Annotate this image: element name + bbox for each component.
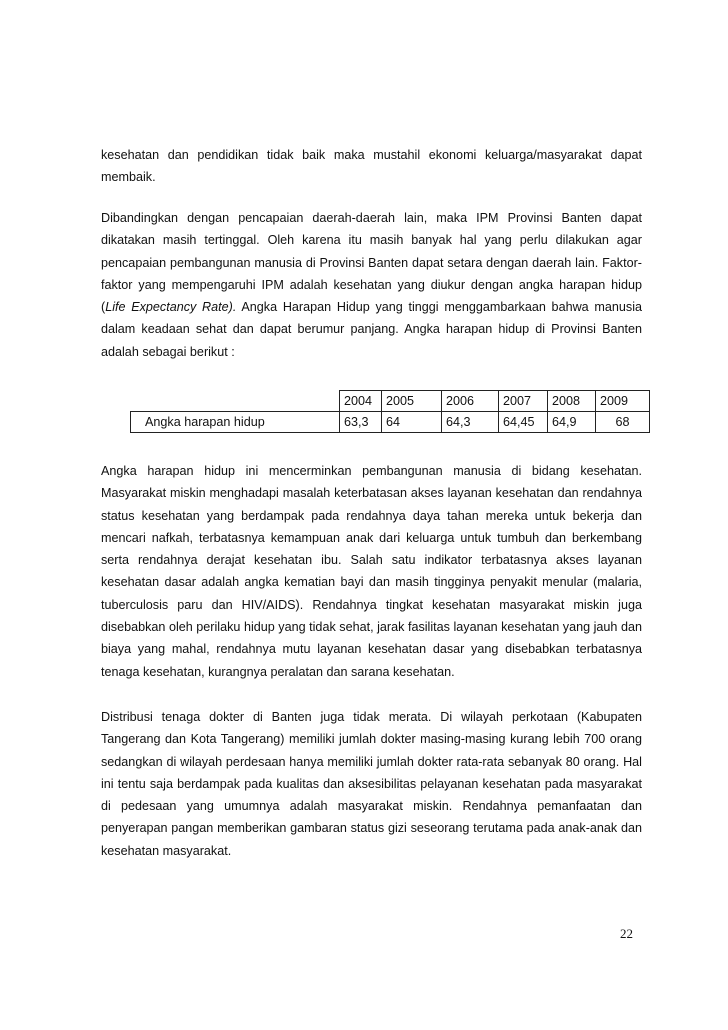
year-header: 2007 xyxy=(499,391,548,412)
table-row xyxy=(131,412,650,433)
paragraph-doctor-distribution: Distribusi tenaga dokter di Banten juga tidak merata. Di wilayah perkotaan (Kabupaten Tangerang dan Kota Tangerang) memiliki jumlah dokter masing-masing kurang lebih 700 orang sedangkan di wilayah perdesaan hanya memiliki jumlah dokter rata-rata sebanyak 80 orang. Hal ini tentu saja berdampak pada kualitas dan aksesibilitas pelayanan kesehatan pada masyarakat di pedesaan yang umumnya adalah masyarakat miskin. Rendahnya pemanfaatan dan penyerapan pangan memberikan gambaran status gizi seseorang terutama pada anak-anak dan kesehatan masyarakat. xyxy=(101,710,642,858)
row-label: Angka harapan hidup xyxy=(131,412,340,433)
paragraph-intro: kesehatan dan pendidikan tidak baik maka mustahil ekonomi keluarga/masyarakat dapat membaik. xyxy=(101,148,642,185)
year-header: 2005 xyxy=(382,391,442,412)
table-cell: 64 xyxy=(382,412,442,433)
year-header: 2004 xyxy=(340,391,382,412)
year-header: 2006 xyxy=(442,391,499,412)
paragraph-text: Dibandingkan dengan pencapaian daerah-daerah lain, maka IPM Provinsi Banten dapat dikatakan masih tertinggal. Oleh karena itu masih banyak hal yang perlu dilakukan agar pencapaian pembangunan manusia di Provinsi Banten dapat setara dengan daerah lain. Faktor-faktor yang mempengaruhi IPM adalah kesehatan yang diukur dengan angka harapan hidup ( xyxy=(101,211,642,315)
table-cell: 64,3 xyxy=(442,412,499,433)
life-expectancy-table xyxy=(130,390,650,433)
page-number: 22 xyxy=(620,926,633,941)
table-cell: 63,3 xyxy=(340,412,382,433)
paragraph-text: Angka Harapan Hidup yang tinggi menggambarkaan bahwa manusia dalam keadaan sehat dan dapat berumur panjang. Angka harapan hidup di Provinsi Banten adalah sebagai berikut : xyxy=(101,300,642,359)
table-corner-cell xyxy=(131,391,340,412)
table-cell: 64,9 xyxy=(548,412,596,433)
table-header-row xyxy=(131,391,650,412)
year-header: 2009 xyxy=(596,391,650,412)
paragraph-ipm-comparison xyxy=(101,207,642,363)
paragraph-health-access: Angka harapan hidup ini mencerminkan pembangunan manusia di bidang kesehatan. Masyarakat miskin menghadapi masalah keterbatasan akses layanan kesehatan dan rendahnya status kesehatan yang berdampak pada rendahnya daya tahan mereka untuk bekerja dan mencari nafkah, terbatasnya kemampuan anak dari keluarga untuk tumbuh dan berkembang serta rendahnya derajat kesehatan ibu. Salah satu indikator terbatasnya akses layanan kesehatan dasar adalah angka kematian bayi dan masih tingginya penyakit menular (malaria, tuberculosis paru dan HIV/AIDS). Rendahnya tingkat kesehatan masyarakat miskin juga disebabkan oleh perilaku hidup yang tidak sehat, jarak fasilitas layanan kesehatan yang jauh dan biaya yang mahal, rendahnya mutu layanan kesehatan dasar yang disebabkan terbatasnya tenaga kesehatan, kurangnya peralatan dan sarana kesehatan. xyxy=(101,464,642,679)
table-cell: 64,45 xyxy=(499,412,548,433)
italic-term: Life Expectancy Rate). xyxy=(105,300,237,315)
table-cell: 68 xyxy=(596,412,650,433)
year-header: 2008 xyxy=(548,391,596,412)
